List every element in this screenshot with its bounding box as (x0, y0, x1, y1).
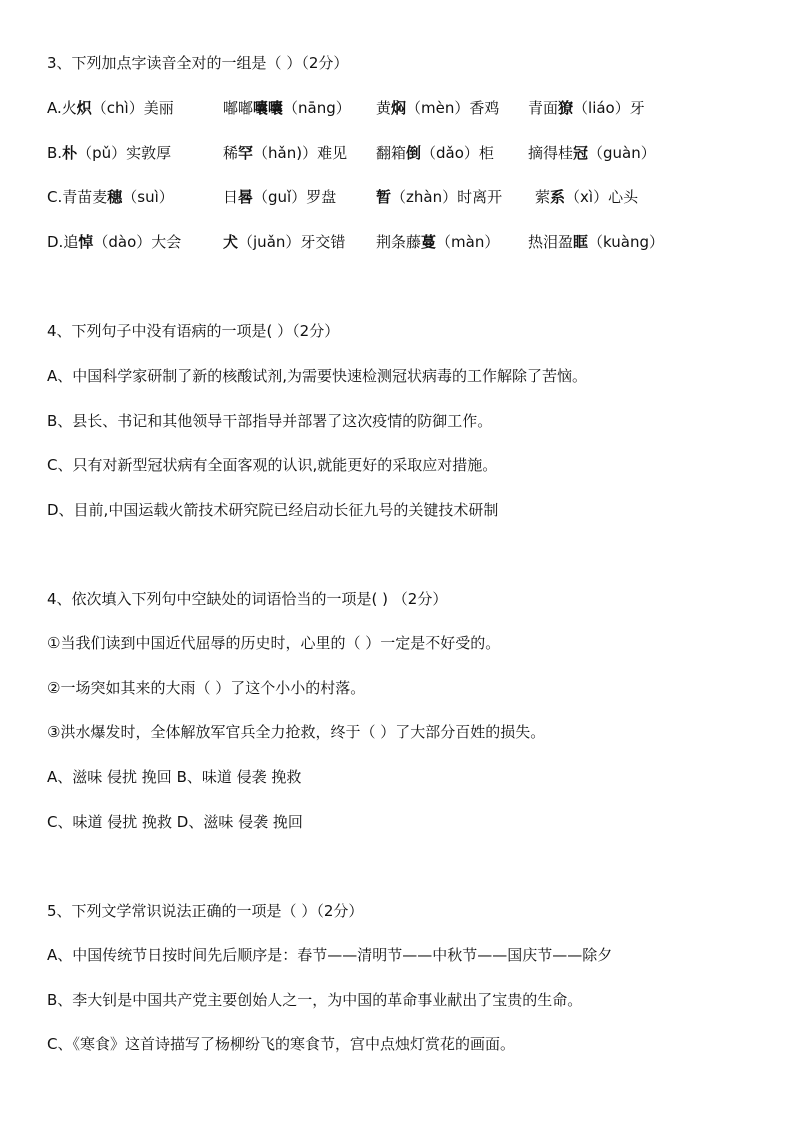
q3-title: 3、下列加点字读音全对的一组是（ ）（2分） (47, 54, 349, 72)
q4a-option-a: A、中国科学家研制了新的核酸试剂,为需要快速检测冠状病毒的工作解除了苦恼。 (47, 367, 588, 385)
q5-title: 5、下列文学常识说法正确的一项是（ ）（2分） (47, 902, 364, 920)
exam-page: 3、下列加点字读音全对的一组是（ ）（2分） A.火炽（chì）美丽 嘟嘟囔囔（nāng） 黄焖（mèn）香鸡 青面獠（liáo）牙 B.朴（pǔ）实敦厚 稀罕（hǎn)）难见 翻箱倒（dǎo）柜 摘得桂冠（guàn） C.青苗麦穗（suì） 日晷（guǐ）罗盘 暂（zhàn）时离开 萦系（xì）心头 D.追悼（dào）大会 犬（juǎn）牙交错 荆条藤蔓（màn） 热泪盈眶（kuàng） 4、下列句子中没有语病的一项是( ）（2分） A、中国科学家研制了新的核酸试剂,为需要快速检测冠状病毒的工作解除了苦恼。 B、县长、书记和其他领导干部指导并部署了这次疫情的防御工作。 C、只有对新型冠状病有全面客观的认识,就能更好的采取应对措施。 D、目前,中国运载火箭技术研究院已经启动长征九号的关键技术研制 4、依次填入下列句中空缺处的词语恰当的一项是( ) （2分） ①当我们读到中国近代屈辱的历史时，心里的（ ）一定是不好受的。 ②一场突如其来的大雨（ ）了这个小小的村落。 ③洪水爆发时，全体解放军官兵全力抢救，终于（ ）了大部分百姓的损失。 A、滋味 侵扰 挽回 B、味道 侵袭 挽救 C、味道 侵扰 挽救 D、滋味 侵袭 挽回 5、下列文学常识说法正确的一项是（ ）（2分） A、中国传统节日按时间先后顺序是：春节——清明节——中秋节——国庆节——除夕 B、李大钊是中国共产党主要创始人之一，为中国的革命事业献出了宝贵的生命。 C、《寒食》这首诗描写了杨柳纷飞的寒食节，宫中点烛灯赏花的画面。 (47, 54, 664, 1053)
q4b-title: 4、依次填入下列句中空缺处的词语恰当的一项是( ) （2分） (47, 590, 448, 608)
q4a-option-b: B、县长、书记和其他领导干部指导并部署了这次疫情的防御工作。 (47, 412, 493, 430)
q4a-option-d: D、目前,中国运载火箭技术研究院已经启动长征九号的关键技术研制 (47, 501, 499, 519)
q5-option-c: C、《寒食》这首诗描写了杨柳纷飞的寒食节，宫中点烛灯赏花的画面。 (47, 1035, 515, 1053)
q4a-option-c: C、只有对新型冠状病有全面客观的认识,就能更好的采取应对措施。 (47, 456, 498, 474)
q4a-title: 4、下列句子中没有语病的一项是( ）（2分） (47, 322, 340, 340)
q4b-options-cd: C、味道 侵扰 挽救 D、滋味 侵袭 挽回 (47, 813, 303, 831)
q4b-sentence-3: ③洪水爆发时，全体解放军官兵全力抢救，终于（ ）了大部分百姓的损失。 (47, 723, 546, 741)
q5-option-a: A、中国传统节日按时间先后顺序是：春节——清明节——中秋节——国庆节——除夕 (47, 946, 613, 964)
q4b-options-ab: A、滋味 侵扰 挽回 B、味道 侵袭 挽救 (47, 768, 302, 786)
q5-option-b: B、李大钊是中国共产党主要创始人之一，为中国的革命事业献出了宝贵的生命。 (47, 991, 583, 1009)
q4b-sentence-2: ②一场突如其来的大雨（ ）了这个小小的村落。 (47, 679, 366, 697)
q4b-sentence-1: ①当我们读到中国近代屈辱的历史时，心里的（ ）一定是不好受的。 (47, 634, 501, 652)
